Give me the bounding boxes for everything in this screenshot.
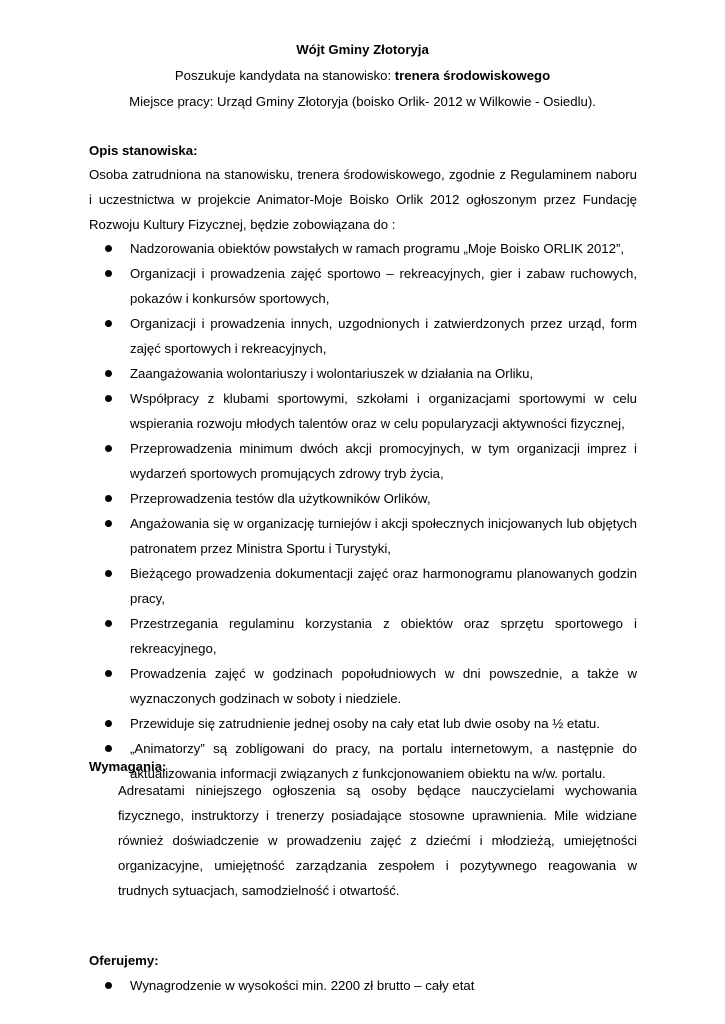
bullet-icon [105, 670, 112, 677]
list-item: Zaangażowania wolontariuszy i wolontariuszek w działania na Orliku, [89, 361, 637, 386]
workplace-line: Miejsce pracy: Urząd Gminy Złotoryja (boisko Orlik- 2012 w Wilkowie - Osiedlu). [129, 94, 596, 109]
position-name: trenera środowiskowego [394, 68, 551, 83]
list-item: Organizacji i prowadzenia innych, uzgodnionych i zatwierdzonych przez urząd, form zajęć sportowych i rekreacyjnych, [89, 311, 637, 361]
list-item: Przewiduje się zatrudnienie jednej osoby na cały etat lub dwie osoby na ½ etatu. [89, 711, 637, 736]
list-item: Współpracy z klubami sportowymi, szkołami i organizacjami sportowymi w celu wspierania rozwoju młodych talentów oraz w celu popularyzacji aktywności fizycznej, [89, 386, 637, 436]
description-intro: Osoba zatrudniona na stanowisku, trenera środowiskowego, zgodnie z Regulaminem naboru i uczestnictwa w projekcie Animator-Moje Boisko Orlik 2012 ogłoszonym przez Fundację Rozwoju Kultury Fizycznej, będzie zobowiązana do : [89, 167, 637, 232]
bullet-icon [105, 270, 112, 277]
bullet-icon [105, 445, 112, 452]
offer-list [89, 973, 637, 998]
list-item: Przestrzegania regulaminu korzystania z obiektów oraz sprzętu sportowego i rekreacyjnego, [89, 611, 637, 661]
bullet-icon [105, 520, 112, 527]
list-item: Prowadzenia zajęć w godzinach popołudniowych w dni powszednie, a także w wyznaczonych godzinach w soboty i niedziele. [89, 661, 637, 711]
bullet-icon [105, 370, 112, 377]
position-line [0, 68, 725, 83]
list-item: Przeprowadzenia testów dla użytkowników Orlików, [89, 486, 637, 511]
description-heading: Opis stanowiska: [89, 143, 198, 158]
bullet-icon [105, 620, 112, 627]
list-item: „Animatorzy” są zobligowani do pracy, na portalu internetowym, a następnie do aktualizowania informacji związanych z funkcjonowaniem obiektu na w/w. portalu. [89, 736, 637, 786]
bullet-icon [105, 570, 112, 577]
bullet-icon [105, 745, 112, 752]
list-item: Bieżącego prowadzenia dokumentacji zajęć oraz harmonogramu planowanych godzin pracy, [89, 561, 637, 611]
list-item: Nadzorowania obiektów powstałych w ramach programu „Moje Boisko ORLIK 2012”, [89, 236, 637, 261]
list-item: Organizacji i prowadzenia zajęć sportowo – rekreacyjnych, gier i zabaw ruchowych, pokazów i konkursów sportowych, [89, 261, 637, 311]
duties-list [89, 236, 637, 786]
bullet-icon [105, 720, 112, 727]
position-prefix: Poszukuje kandydata na stanowisko: [174, 68, 395, 83]
list-item: Przeprowadzenia minimum dwóch akcji promocyjnych, w tym organizacji imprez i wydarzeń sportowych promujących zdrowy tryb życia, [89, 436, 637, 486]
bullet-icon [105, 320, 112, 327]
offer-heading: Oferujemy: [89, 953, 159, 968]
bullet-icon [105, 245, 112, 252]
list-item: Angażowania się w organizację turniejów i akcji społecznych inicjowanych lub objętych patronatem przez Ministra Sportu i Turystyki, [89, 511, 637, 561]
bullet-icon [105, 982, 112, 989]
bullet-icon [105, 495, 112, 502]
list-item: Wynagrodzenie w wysokości min. 2200 zł brutto – cały etat [89, 973, 637, 998]
requirements-heading: Wymagania: [89, 759, 167, 774]
document-title: Wójt Gminy Złotoryja [296, 42, 429, 57]
bullet-icon [105, 395, 112, 402]
requirements-text: Adresatami niniejszego ogłoszenia są osoby będące nauczycielami wychowania fizycznego, instruktorzy i trenerzy posiadające stosowne uprawnienia. Mile widziane również doświadczenie w prowadzeniu zajęć z dziećmi i młodzieżą, umiejętności organizacyjne, umiejętność zarządzania zespołem i pozytywnego reagowania w trudnych sytuacjach, samodzielność i otwartość. [118, 783, 637, 898]
